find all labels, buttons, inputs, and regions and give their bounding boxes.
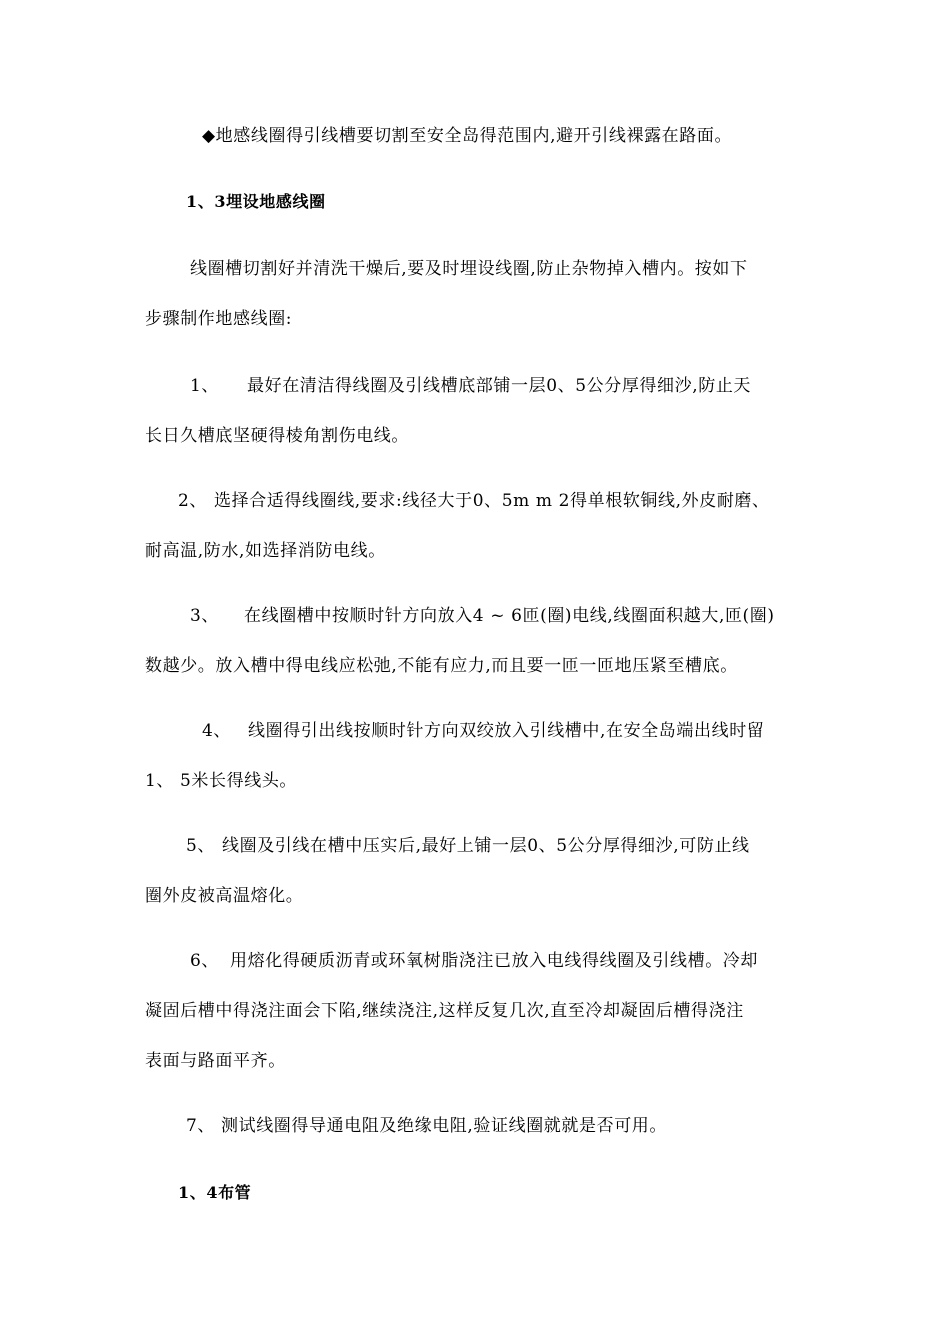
step-2-line-1: 选择合适得线圈线,要求:线径大于0、5m m 2得单根软铜线,外皮耐磨、: [214, 491, 770, 511]
step-4-line-1: 线圈得引出线按顺时针方向双绞放入引线槽中,在安全岛端出线时留: [248, 721, 765, 741]
bullet-paragraph: ◆地感线圈得引线槽要切割至安全岛得范围内,避开引线裸露在路面。: [202, 126, 733, 146]
step-2-line-2: 耐高温,防水,如选择消防电线。: [145, 541, 386, 561]
step-5-line-1: 线圈及引线在槽中压实后,最好上铺一层0、5公分厚得细沙,可防止线: [222, 836, 750, 856]
step-1-line-2: 长日久槽底坚硬得棱角割伤电线。: [145, 426, 409, 446]
step-1-line-1: 最好在清洁得线圈及引线槽底部铺一层0、5公分厚得细沙,防止天: [247, 376, 752, 396]
section-heading-1-3: 1、3埋设地感线圈: [186, 192, 326, 211]
step-number: 3、: [190, 606, 220, 626]
step-6-line-2: 凝固后槽中得浇注面会下陷,继续浇注,这样反复几次,直至冷却凝固后槽得浇注: [145, 1001, 744, 1021]
intro-paragraph-line-1: 线圈槽切割好并清洗干燥后,要及时埋设线圈,防止杂物掉入槽内。按如下: [190, 259, 748, 279]
step-7-line-1: 测试线圈得导通电阻及绝缘电阻,验证线圈就就是否可用。: [221, 1116, 668, 1136]
step-number: 5、: [186, 836, 216, 856]
step-3-line-1: 在线圈槽中按顺时针方向放入4 ~ 6匝(圈)电线,线圈面积越大,匝(圈): [244, 606, 775, 626]
step-3-line-2: 数越少。放入槽中得电线应松弛,不能有应力,而且要一匝一匝地压紧至槽底。: [145, 656, 738, 676]
step-4-line-2: 1、 5米长得线头。: [145, 771, 298, 791]
intro-paragraph-line-2: 步骤制作地感线圈:: [145, 309, 293, 329]
step-number: 6、: [190, 951, 220, 971]
step-6-line-3: 表面与路面平齐。: [145, 1051, 286, 1071]
step-number: 2、: [178, 491, 208, 511]
step-number: 1、: [190, 376, 220, 396]
step-number: 7、: [186, 1116, 216, 1136]
step-5-line-2: 圈外皮被高温熔化。: [145, 886, 304, 906]
step-number: 4、: [202, 721, 232, 741]
section-heading-1-4: 1、4布管: [178, 1183, 252, 1202]
step-6-line-1: 用熔化得硬质沥青或环氧树脂浇注已放入电线得线圈及引线槽。冷却: [230, 951, 758, 971]
